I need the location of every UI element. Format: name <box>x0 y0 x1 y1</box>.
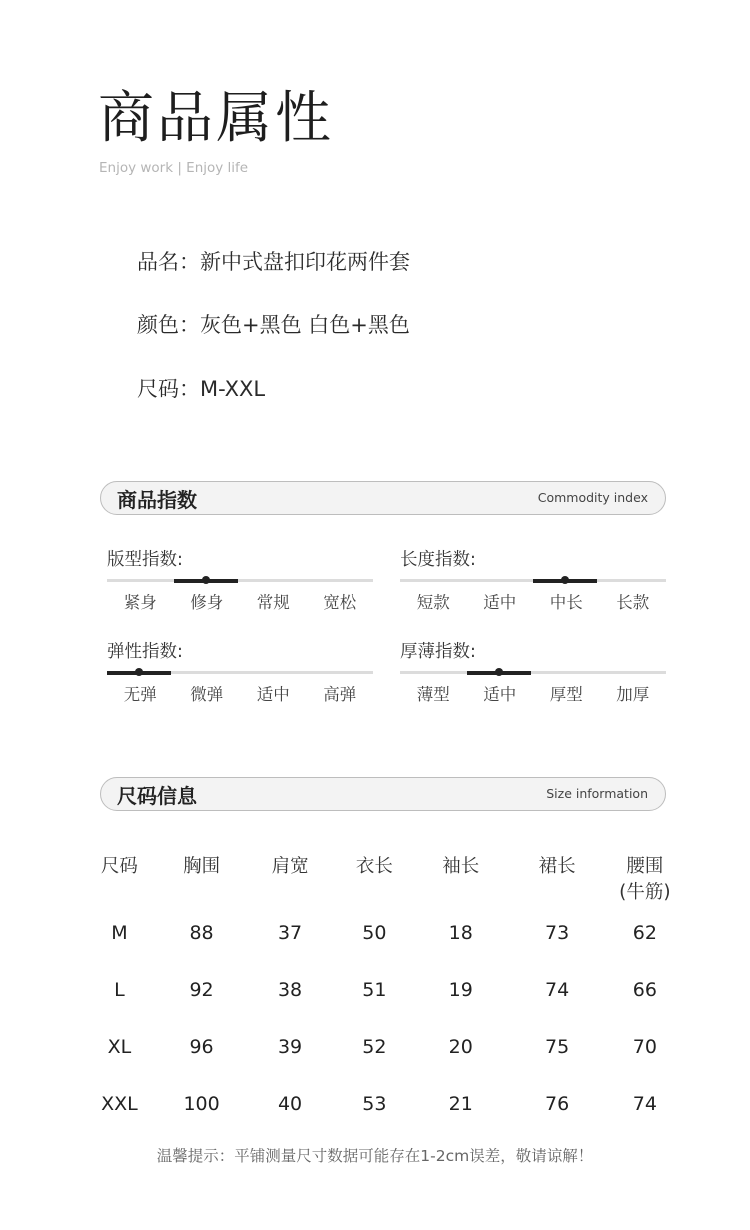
size-table-header <box>92 850 672 918</box>
product-name: 品名：新中式盘扣印花两件套 <box>137 250 410 274</box>
length-option: 短款 <box>416 593 450 612</box>
length-index-dot <box>561 576 569 584</box>
table-cell: 70 <box>632 1036 657 1058</box>
fit-option: 常规 <box>256 593 290 612</box>
elasticity-index-label: 弹性指数: <box>107 642 183 662</box>
table-cell: 18 <box>448 922 473 944</box>
commodity-index-en-title: Commodity index <box>537 490 648 505</box>
page-subtitle: Enjoy work | Enjoy life <box>99 160 249 176</box>
table-cell: 20 <box>448 1036 473 1058</box>
table-cell: XXL <box>101 1093 138 1115</box>
product-color: 颜色：灰色+黑色 白色+黑色 <box>137 313 410 337</box>
column-header: 肩宽 <box>271 856 309 877</box>
fit-index-track <box>107 579 373 582</box>
elasticity-option: 微弹 <box>190 685 224 704</box>
fit-option: 修身 <box>190 593 224 612</box>
thickness-index-track <box>400 671 666 674</box>
length-index-track <box>400 579 666 582</box>
column-header: 袖长 <box>442 856 480 877</box>
product-size: 尺码：M-XXL <box>137 377 266 401</box>
fit-option: 宽松 <box>323 593 357 612</box>
table-cell: 74 <box>632 1093 657 1115</box>
table-cell: 53 <box>362 1093 387 1115</box>
fit-index <box>107 546 373 616</box>
thickness-index-dot <box>495 668 503 676</box>
commodity-index-bar <box>100 481 666 515</box>
size-info-en-title: Size information <box>546 786 648 801</box>
size-info-title: 尺码信息 <box>117 784 197 808</box>
table-cell: 100 <box>183 1093 220 1115</box>
table-cell: 88 <box>189 922 214 944</box>
elasticity-option: 高弹 <box>323 685 357 704</box>
length-index-label: 长度指数: <box>400 550 476 570</box>
length-option: 适中 <box>483 593 517 612</box>
fit-index-label: 版型指数: <box>107 550 183 570</box>
table-cell: 66 <box>632 979 657 1001</box>
table-cell: 38 <box>277 979 303 1001</box>
table-cell: 74 <box>545 979 570 1001</box>
length-option: 中长 <box>549 593 583 612</box>
table-cell: M <box>111 922 128 944</box>
table-row <box>92 1032 672 1089</box>
table-cell: 39 <box>277 1036 303 1058</box>
table-cell: 96 <box>189 1036 214 1058</box>
size-info-bar <box>100 777 666 811</box>
table-cell: 52 <box>362 1036 387 1058</box>
elasticity-index-track <box>107 671 373 674</box>
thickness-option: 适中 <box>483 685 517 704</box>
table-row <box>92 918 672 975</box>
table-cell: 92 <box>189 979 214 1001</box>
table-cell: 75 <box>545 1036 570 1058</box>
page-title: 商品属性 <box>98 86 334 151</box>
length-index <box>400 546 666 616</box>
elasticity-option: 适中 <box>256 685 290 704</box>
column-header: 衣长 <box>355 856 393 877</box>
table-cell: 19 <box>448 979 473 1001</box>
thickness-option: 厚型 <box>549 685 583 704</box>
length-option: 长款 <box>616 593 650 612</box>
table-row <box>92 1089 672 1146</box>
table-cell: 50 <box>362 922 387 944</box>
column-header: 胸围 <box>183 856 221 877</box>
measurement-note: 温馨提示：平铺测量尺寸数据可能存在1-2cm误差，敬请谅解！ <box>156 1147 594 1165</box>
elasticity-option: 无弹 <box>123 685 157 704</box>
table-row <box>92 975 672 1032</box>
table-cell: 51 <box>362 979 387 1001</box>
fit-option: 紧身 <box>123 593 157 612</box>
table-cell: 73 <box>545 922 570 944</box>
table-cell: 62 <box>632 922 657 944</box>
size-table <box>92 850 672 1146</box>
table-cell: L <box>114 979 125 1001</box>
table-cell: 76 <box>545 1093 570 1115</box>
thickness-option: 薄型 <box>416 685 450 704</box>
elasticity-index <box>107 638 373 708</box>
thickness-option: 加厚 <box>616 685 650 704</box>
thickness-index-label: 厚薄指数: <box>400 642 476 662</box>
fit-index-dot <box>202 576 210 584</box>
commodity-index-title: 商品指数 <box>117 488 197 512</box>
elasticity-index-dot <box>135 668 143 676</box>
column-header: 腰围 (牛筋) <box>619 856 671 903</box>
thickness-index <box>400 638 666 708</box>
table-cell: 37 <box>277 922 303 944</box>
column-header: 尺码 <box>100 856 138 877</box>
table-cell: 40 <box>277 1093 303 1115</box>
table-cell: XL <box>107 1036 132 1058</box>
column-header: 裙长 <box>538 856 576 877</box>
table-cell: 21 <box>448 1093 473 1115</box>
